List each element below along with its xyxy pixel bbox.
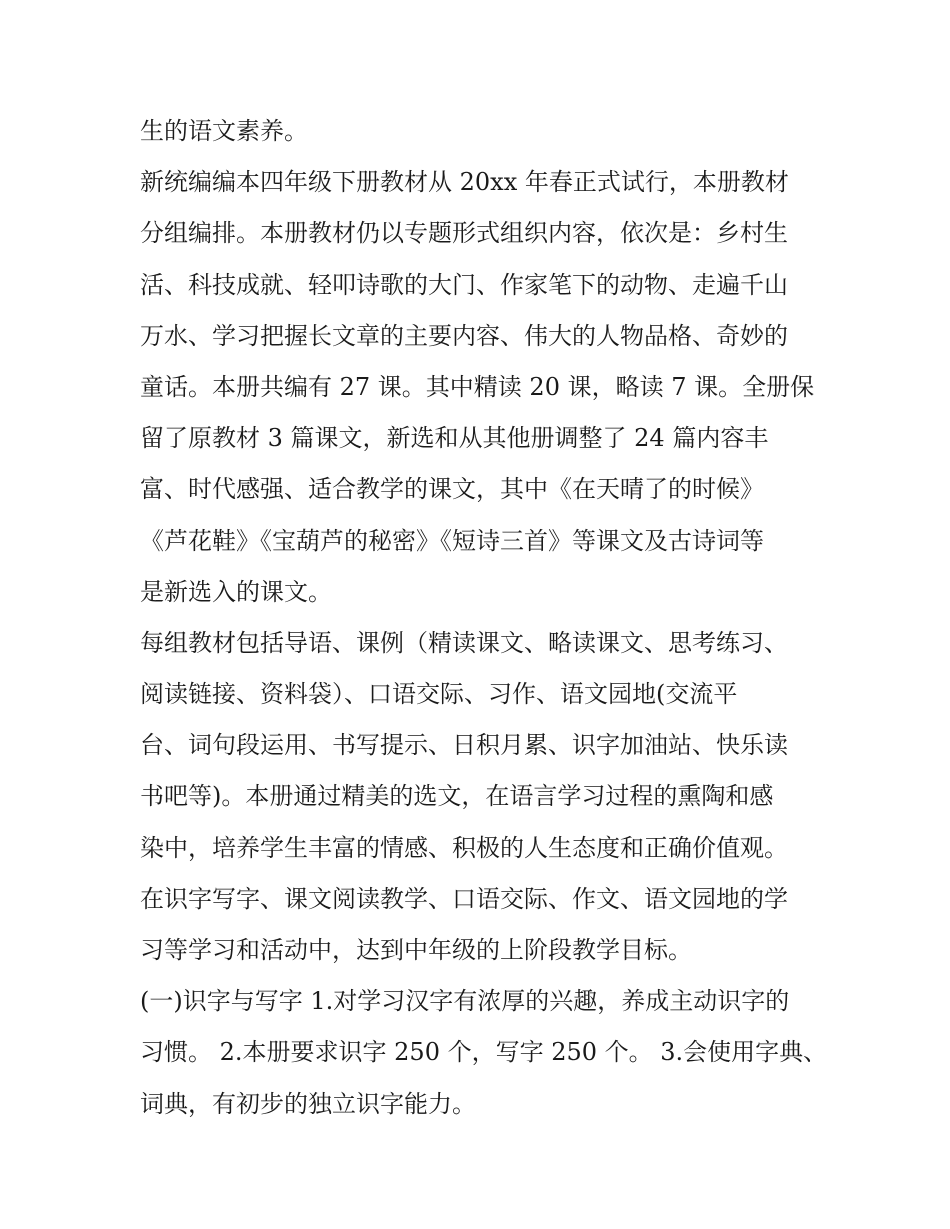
text-line: 台、词句段运用、书写提示、日积月累、识字加油站、快乐读 xyxy=(140,731,788,760)
text-line: 在识字写字、课文阅读教学、口语交际、作文、语文园地的学 xyxy=(140,884,788,913)
text-line: 词典，有初步的独立识字能力。 xyxy=(140,1089,476,1118)
text-line: 生的语文素养。 xyxy=(140,117,308,145)
text-line: 富、时代感强、适合教学的课文，其中《在天晴了的时候》 xyxy=(140,475,764,504)
text-line: 万水、学习把握长文章的主要内容、伟大的人物品格、奇妙的 xyxy=(140,321,788,350)
text-line: 染中，培养学生丰富的情感、积极的人生态度和正确价值观。 xyxy=(140,833,788,862)
text-line: 童话。本册共编有 27 课。其中精读 20 课，略读 7 课。全册保 xyxy=(140,372,815,401)
body-text xyxy=(140,106,828,1130)
text-line: 留了原教材 3 篇课文，新选和从其他册调整了 24 篇内容丰 xyxy=(140,424,769,453)
text-line: 习惯。 2.本册要求识字 250 个，写字 250 个。 3.会使用字典、 xyxy=(140,1038,828,1067)
text-line: 每组教材包括导语、课例（精读课文、略读课文、思考练习、 xyxy=(140,628,788,657)
text-line: 阅读链接、资料袋）、口语交际、习作、语文园地(交流平 xyxy=(140,680,738,709)
text-line: (一)识字与写字 1.对学习汉字有浓厚的兴趣，养成主动识字的 xyxy=(140,987,790,1016)
text-line: 《芦花鞋》《宝葫芦的秘密》《短诗三首》等课文及古诗词等 xyxy=(140,526,764,555)
text-line: 书吧等)。本册通过精美的选文，在语言学习过程的熏陶和感 xyxy=(140,782,774,811)
text-line: 是新选入的课文。 xyxy=(140,577,332,606)
text-line: 活、科技成就、轻叩诗歌的大门、作家笔下的动物、走遍千山 xyxy=(140,270,788,299)
text-line: 分组编排。本册教材仍以专题形式组织内容，依次是：乡村生 xyxy=(140,219,788,248)
text-line: 习等学习和活动中，达到中年级的上阶段教学目标。 xyxy=(140,936,692,964)
text-line: 新统编编本四年级下册教材从 20xx 年春正式试行，本册教材 xyxy=(140,168,789,197)
